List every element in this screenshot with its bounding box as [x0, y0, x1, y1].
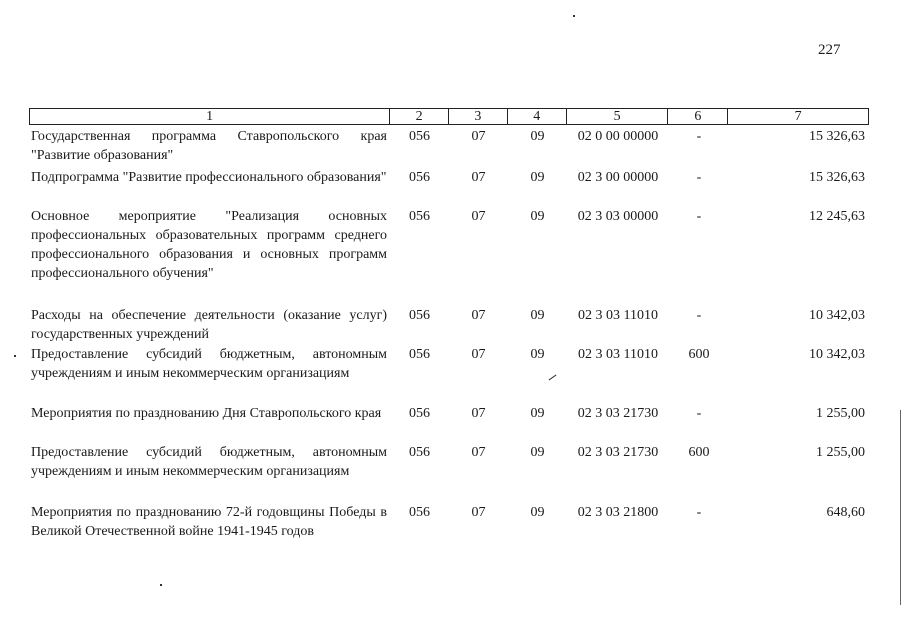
row-name: Подпрограмма "Развитие профессионального образования": [31, 170, 387, 185]
row-col-2: 056: [409, 209, 430, 224]
row-col-6: 600: [688, 347, 710, 362]
table-row: [29, 168, 869, 187]
header-col-6: 6: [668, 109, 728, 124]
row-col-7: 1 255,00: [816, 445, 865, 460]
row-col-3: 07: [471, 445, 486, 460]
row-name: Расходы на обеспечение деятельности (оказание услуг) государственных учреждений: [31, 308, 387, 342]
row-col-4: 09: [530, 406, 545, 421]
row-col-6: 600: [688, 445, 710, 460]
table-row: [29, 127, 869, 165]
table-row: [29, 443, 869, 481]
row-col-7: 12 245,63: [809, 209, 865, 224]
row-col-3: 07: [471, 209, 486, 224]
row-name: Предоставление субсидий бюджетным, автономным учреждениям и иным некоммерческим организациям: [31, 445, 387, 479]
row-col-3: 07: [471, 406, 486, 421]
row-col-7: 1 255,00: [816, 406, 865, 421]
row-col-5: 02 3 03 00000: [577, 209, 659, 224]
row-col-6: -: [696, 129, 702, 144]
row-col-7: 15 326,63: [809, 129, 865, 144]
row-col-4: 09: [530, 170, 545, 185]
row-name: Мероприятия по празднованию 72-й годовщины Победы в Великой Отечественной войне 1941-1945 годов: [31, 505, 387, 539]
row-col-2: 056: [409, 170, 430, 185]
row-col-2: 056: [409, 406, 430, 421]
row-col-5: 02 3 03 21730: [577, 445, 659, 460]
header-col-5: 5: [567, 109, 669, 124]
row-col-6: -: [696, 308, 702, 323]
scan-speck: [14, 355, 16, 357]
row-col-7: 648,60: [826, 505, 865, 520]
table-row: [29, 306, 869, 344]
row-name: Государственная программа Ставропольского края "Развитие образования": [31, 129, 387, 163]
row-col-6: -: [696, 505, 702, 520]
table-row: [29, 345, 869, 383]
row-col-3: 07: [471, 347, 486, 362]
row-col-7: 10 342,03: [809, 308, 865, 323]
row-col-2: 056: [409, 347, 430, 362]
row-col-6: -: [696, 209, 702, 224]
table-row: [29, 404, 869, 423]
row-col-3: 07: [471, 170, 486, 185]
row-col-4: 09: [530, 445, 545, 460]
row-col-5: 02 3 00 00000: [577, 170, 659, 185]
table-header: [29, 108, 869, 125]
header-col-1: 1: [30, 109, 390, 124]
row-col-4: 09: [530, 209, 545, 224]
row-col-6: -: [696, 170, 702, 185]
row-col-7: 15 326,63: [809, 170, 865, 185]
row-col-5: 02 3 03 11010: [578, 347, 658, 362]
row-col-5: 02 3 03 21800: [577, 505, 659, 520]
row-col-4: 09: [530, 308, 545, 323]
row-col-3: 07: [471, 129, 486, 144]
scan-edge-line: [900, 410, 901, 605]
row-name: Основное мероприятие "Реализация основных профессиональных образовательных программ среднего профессионального образования и основных программ профессионального обучения": [31, 209, 387, 281]
row-col-2: 056: [409, 445, 430, 460]
row-col-3: 07: [471, 308, 486, 323]
row-col-4: 09: [530, 347, 545, 362]
scan-speck: [160, 584, 162, 586]
page-number: 227: [818, 42, 841, 58]
scan-speck: [573, 15, 575, 17]
row-col-2: 056: [409, 308, 430, 323]
header-col-7: 7: [794, 109, 802, 124]
row-col-4: 09: [530, 129, 545, 144]
row-col-3: 07: [471, 505, 486, 520]
row-col-5: 02 0 00 00000: [577, 129, 659, 144]
row-col-5: 02 3 03 11010: [578, 308, 658, 323]
header-col-3: 3: [449, 109, 508, 124]
row-name: Предоставление субсидий бюджетным, автономным учреждениям и иным некоммерческим организациям: [31, 347, 387, 381]
header-col-4: 4: [508, 109, 567, 124]
row-col-7: 10 342,03: [809, 347, 865, 362]
row-col-5: 02 3 03 21730: [577, 406, 659, 421]
row-col-4: 09: [530, 505, 545, 520]
table-row: [29, 503, 869, 541]
row-name: Мероприятия по празднованию Дня Ставропольского края: [31, 406, 382, 421]
row-col-6: -: [696, 406, 702, 421]
table-row: [29, 207, 869, 283]
header-col-2: 2: [390, 109, 449, 124]
row-col-2: 056: [409, 129, 430, 144]
row-col-2: 056: [409, 505, 430, 520]
